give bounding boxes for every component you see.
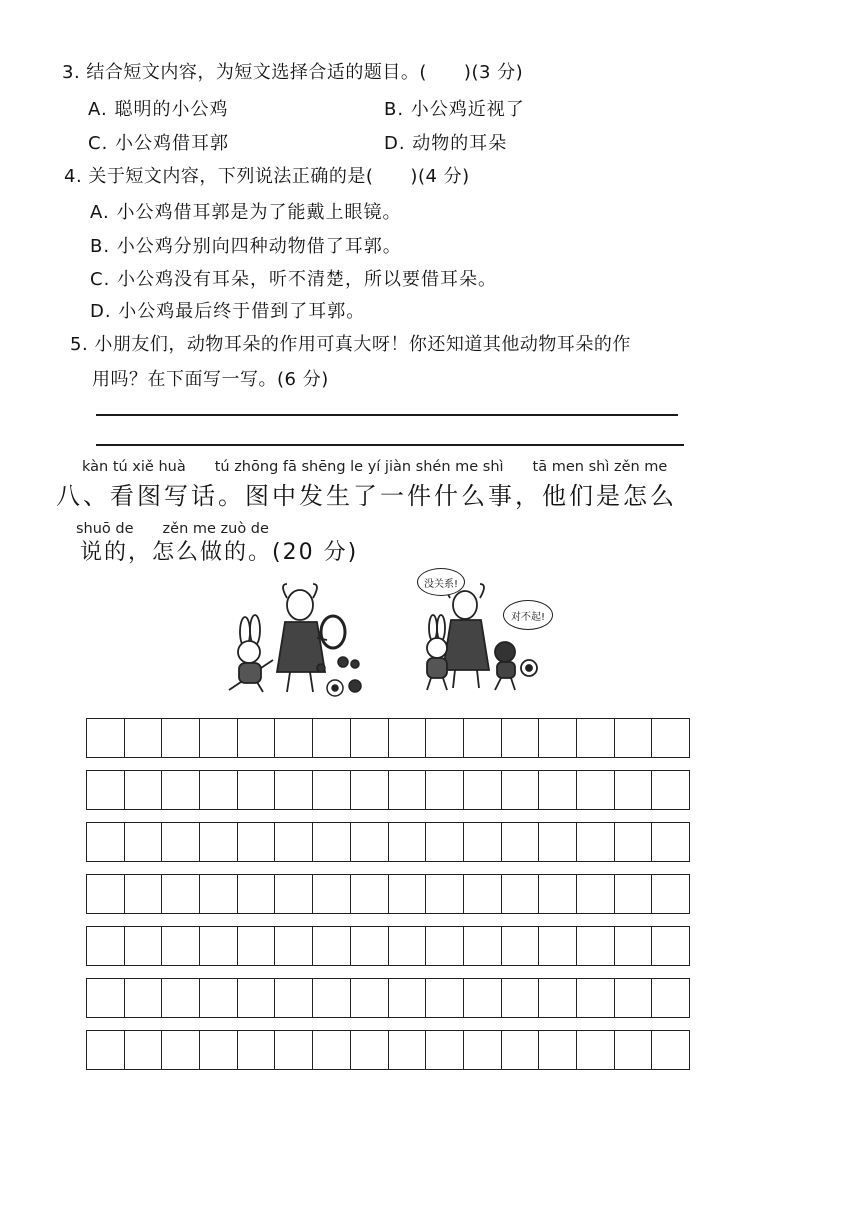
grid-cell[interactable]	[577, 719, 615, 757]
q3-option-c: C. 小公鸡借耳郭	[88, 133, 230, 154]
grid-cell[interactable]	[464, 979, 502, 1017]
grid-cell[interactable]	[87, 771, 125, 809]
grid-cell[interactable]	[502, 979, 540, 1017]
grid-cell[interactable]	[200, 1031, 238, 1069]
grid-cell[interactable]	[464, 1031, 502, 1069]
grid-cell[interactable]	[539, 719, 577, 757]
grid-cell[interactable]	[125, 823, 163, 861]
grid-cell[interactable]	[389, 771, 427, 809]
grid-cell[interactable]	[577, 927, 615, 965]
grid-cell[interactable]	[200, 927, 238, 965]
grid-cell[interactable]	[87, 1031, 125, 1069]
grid-row	[86, 978, 690, 1018]
grid-cell[interactable]	[200, 875, 238, 913]
grid-cell[interactable]	[162, 719, 200, 757]
grid-row	[86, 926, 690, 966]
grid-cell[interactable]	[275, 719, 313, 757]
grid-cell[interactable]	[389, 979, 427, 1017]
q4-stem: 4. 关于短文内容，下列说法正确的是( )(4 分)	[64, 166, 470, 187]
grid-cell[interactable]	[426, 875, 464, 913]
grid-cell[interactable]	[615, 823, 653, 861]
grid-cell[interactable]	[275, 979, 313, 1017]
grid-cell[interactable]	[200, 979, 238, 1017]
grid-row	[86, 822, 690, 862]
grid-row	[86, 718, 690, 758]
grid-cell[interactable]	[577, 823, 615, 861]
illustration-left-scene	[215, 560, 365, 700]
grid-cell[interactable]	[464, 719, 502, 757]
grid-cell[interactable]	[539, 979, 577, 1017]
grid-cell[interactable]	[125, 719, 163, 757]
grid-cell[interactable]	[238, 719, 276, 757]
grid-cell[interactable]	[351, 1031, 389, 1069]
answer-line-1	[96, 414, 678, 416]
grid-cell[interactable]	[275, 875, 313, 913]
grid-cell[interactable]	[313, 875, 351, 913]
grid-cell[interactable]	[351, 771, 389, 809]
grid-row	[86, 1030, 690, 1070]
q5-line2: 用吗？在下面写一写。(6 分)	[92, 369, 329, 390]
grid-cell[interactable]	[426, 927, 464, 965]
grid-cell[interactable]	[238, 979, 276, 1017]
grid-cell[interactable]	[313, 927, 351, 965]
grid-cell[interactable]	[351, 979, 389, 1017]
grid-cell[interactable]	[275, 771, 313, 809]
grid-cell[interactable]	[200, 823, 238, 861]
grid-cell[interactable]	[238, 823, 276, 861]
grid-cell[interactable]	[238, 875, 276, 913]
grid-cell[interactable]	[389, 1031, 427, 1069]
grid-cell[interactable]	[389, 823, 427, 861]
section8-heading-line2: 说的，怎么做的。(20 分)	[80, 540, 359, 565]
grid-cell[interactable]	[502, 1031, 540, 1069]
grid-cell[interactable]	[502, 823, 540, 861]
q5-line1: 5. 小朋友们，动物耳朵的作用可真大呀！你还知道其他动物耳朵的作	[70, 334, 631, 355]
grid-cell[interactable]	[200, 771, 238, 809]
grid-cell[interactable]	[615, 771, 653, 809]
grid-cell[interactable]	[162, 823, 200, 861]
section8-pinyin-1: kàn tú xiě huà tú zhōng fā shēng le yí jiàn shén me shì tā men shì zěn me	[82, 459, 668, 475]
grid-cell[interactable]	[652, 719, 689, 757]
grid-cell[interactable]	[426, 719, 464, 757]
grid-cell[interactable]	[652, 771, 689, 809]
grid-cell[interactable]	[389, 875, 427, 913]
grid-cell[interactable]	[313, 823, 351, 861]
q3-option-a: A. 聪明的小公鸡	[88, 99, 229, 120]
grid-cell[interactable]	[389, 719, 427, 757]
grid-cell[interactable]	[502, 875, 540, 913]
grid-cell[interactable]	[502, 719, 540, 757]
grid-cell[interactable]	[502, 927, 540, 965]
grid-cell[interactable]	[615, 927, 653, 965]
grid-cell[interactable]	[539, 875, 577, 913]
grid-cell[interactable]	[275, 927, 313, 965]
grid-cell[interactable]	[389, 927, 427, 965]
grid-cell[interactable]	[426, 1031, 464, 1069]
grid-cell[interactable]	[125, 875, 163, 913]
grid-row	[86, 874, 690, 914]
grid-cell[interactable]	[615, 979, 653, 1017]
q4-option-d: D. 小公鸡最后终于借到了耳郭。	[90, 301, 366, 322]
grid-cell[interactable]	[87, 875, 125, 913]
grid-cell[interactable]	[652, 823, 689, 861]
grid-cell[interactable]	[87, 823, 125, 861]
grid-cell[interactable]	[162, 927, 200, 965]
grid-cell[interactable]	[313, 719, 351, 757]
q4-option-c: C. 小公鸡没有耳朵，听不清楚，所以要借耳朵。	[90, 269, 498, 290]
grid-cell[interactable]	[238, 1031, 276, 1069]
q3-stem: 3. 结合短文内容，为短文选择合适的题目。( )(3 分)	[62, 62, 524, 83]
grid-cell[interactable]	[125, 927, 163, 965]
grid-cell[interactable]	[426, 771, 464, 809]
q3-option-b: B. 小公鸡近视了	[384, 99, 525, 120]
grid-cell[interactable]	[238, 771, 276, 809]
grid-cell[interactable]	[162, 979, 200, 1017]
q4-option-b: B. 小公鸡分别向四种动物借了耳郭。	[90, 236, 402, 257]
grid-cell[interactable]	[615, 1031, 653, 1069]
grid-cell[interactable]	[539, 771, 577, 809]
grid-cell[interactable]	[125, 1031, 163, 1069]
grid-cell[interactable]	[275, 1031, 313, 1069]
grid-cell[interactable]	[162, 771, 200, 809]
grid-cell[interactable]	[426, 823, 464, 861]
grid-cell[interactable]	[652, 927, 689, 965]
grid-cell[interactable]	[464, 875, 502, 913]
grid-cell[interactable]	[539, 823, 577, 861]
grid-cell[interactable]	[426, 979, 464, 1017]
grid-cell[interactable]	[351, 719, 389, 757]
grid-cell[interactable]	[87, 719, 125, 757]
grid-cell[interactable]	[162, 1031, 200, 1069]
grid-cell[interactable]	[464, 771, 502, 809]
grid-cell[interactable]	[313, 1031, 351, 1069]
illustration	[215, 560, 555, 705]
grid-cell[interactable]	[577, 771, 615, 809]
grid-cell[interactable]	[238, 927, 276, 965]
grid-cell[interactable]	[162, 875, 200, 913]
grid-cell[interactable]	[615, 719, 653, 757]
grid-cell[interactable]	[652, 979, 689, 1017]
grid-cell[interactable]	[351, 823, 389, 861]
grid-row	[86, 770, 690, 810]
grid-cell[interactable]	[313, 771, 351, 809]
grid-cell[interactable]	[275, 823, 313, 861]
grid-cell[interactable]	[502, 771, 540, 809]
grid-cell[interactable]	[351, 927, 389, 965]
grid-cell[interactable]	[539, 927, 577, 965]
grid-cell[interactable]	[200, 719, 238, 757]
grid-cell[interactable]	[351, 875, 389, 913]
grid-cell[interactable]	[464, 823, 502, 861]
answer-line-2	[96, 444, 684, 446]
section8-pinyin-2: shuō de zěn me zuò de	[76, 521, 269, 537]
grid-cell[interactable]	[313, 979, 351, 1017]
grid-cell[interactable]	[125, 771, 163, 809]
grid-cell[interactable]	[125, 979, 163, 1017]
speech-bubble-sorry: 对不起!	[503, 600, 553, 630]
grid-cell[interactable]	[577, 875, 615, 913]
grid-cell[interactable]	[615, 875, 653, 913]
grid-cell[interactable]	[539, 1031, 577, 1069]
speech-bubble-no-problem: 没关系!	[417, 568, 465, 596]
grid-cell[interactable]	[464, 927, 502, 965]
grid-cell[interactable]	[652, 1031, 689, 1069]
q4-option-a: A. 小公鸡借耳郭是为了能戴上眼镜。	[90, 202, 402, 223]
grid-cell[interactable]	[577, 979, 615, 1017]
grid-cell[interactable]	[87, 979, 125, 1017]
grid-cell[interactable]	[577, 1031, 615, 1069]
q3-option-d: D. 动物的耳朵	[384, 133, 508, 154]
grid-cell[interactable]	[87, 927, 125, 965]
grid-cell[interactable]	[652, 875, 689, 913]
section8-heading: 八、看图写话。图中发生了一件什么事，他们是怎么	[56, 482, 677, 510]
